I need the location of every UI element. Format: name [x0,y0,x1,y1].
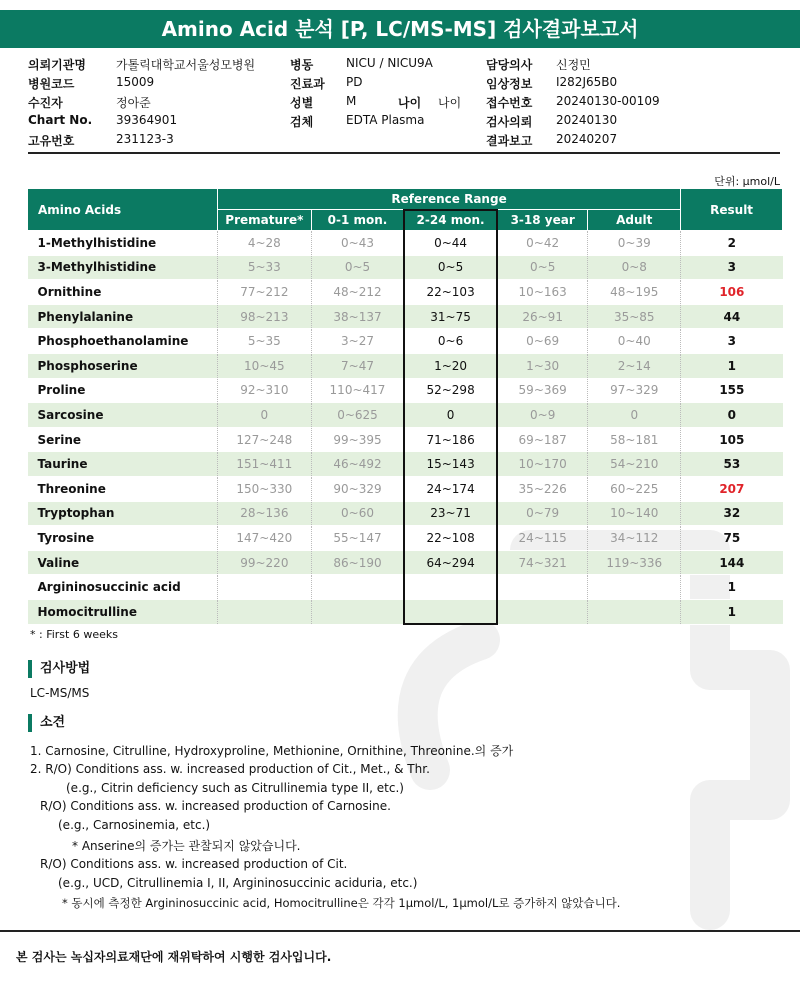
table-row [28,526,783,551]
reference-range-cell: 0~5 [311,255,404,280]
reference-range-cell: 0~42 [497,231,588,256]
reference-range-cell: 0~5 [404,255,497,280]
age-label: 나이 [398,96,422,110]
amino-acid-name: Phenylalanine [28,304,218,329]
table-row [28,255,783,280]
col-header-reference-range: Reference Range [217,189,680,210]
reference-range-cell: 15~143 [404,452,497,477]
table-row [28,231,783,256]
reference-range-cell: 97~329 [588,378,681,403]
reference-range-cell: 0~625 [311,403,404,428]
info-label: 진료과 [290,77,325,91]
reference-range-cell: 0~9 [497,403,588,428]
amino-acid-name: Argininosuccinic acid [28,575,218,600]
info-value: 20240130-00109 [556,94,660,108]
reference-range-cell: 77~212 [217,280,311,305]
header-divider [28,152,780,154]
reference-range-cell: 1~30 [497,353,588,378]
amino-acid-name: Valine [28,550,218,575]
reference-range-cell: 4~28 [217,231,311,256]
reference-range-cell: 10~163 [497,280,588,305]
reference-range-cell: 127~248 [217,427,311,452]
footer-text: 본 검사는 녹십자의료재단에 재위탁하여 시행한 검사입니다. [16,950,332,964]
reference-range-cell: 46~492 [311,452,404,477]
finding-line: R/O) Conditions ass. w. increased production of Carnosine. [40,799,391,813]
reference-range-cell [588,575,681,600]
col-header-result: Result [681,189,783,231]
table-row [28,378,783,403]
reference-range-cell: 0~60 [311,501,404,526]
reference-range-cell: 151~411 [217,452,311,477]
info-value: 231123-3 [116,132,174,146]
reference-range-cell: 0~79 [497,501,588,526]
reference-range-cell: 28~136 [217,501,311,526]
info-row-5 [28,132,788,151]
info-label: 고유번호 [28,134,75,148]
amino-acid-name: Phosphoethanolamine [28,329,218,354]
reference-range-cell [311,575,404,600]
reference-range-cell: 0 [404,403,497,428]
col-header-adult: Adult [588,210,681,231]
reference-range-cell: 64~294 [404,550,497,575]
table-row [28,329,783,354]
table-row [28,599,783,624]
col-header-3-18-year: 3-18 year [497,210,588,231]
reference-range-cell: 2~14 [588,353,681,378]
reference-range-cell: 10~45 [217,353,311,378]
col-header-amino-acids: Amino Acids [28,189,218,231]
info-row-4 [28,113,788,132]
reference-range-cell: 147~420 [217,526,311,551]
unit-label: 단위: μmol/L [714,175,780,188]
reference-range-cell: 34~112 [588,526,681,551]
result-value: 0 [681,403,783,428]
result-value: 155 [681,378,783,403]
table-row [28,427,783,452]
info-label: 결과보고 [486,134,533,148]
reference-range-cell: 35~226 [497,476,588,501]
result-value: 3 [681,255,783,280]
info-label: 성별 [290,96,314,110]
reference-range-cell [497,575,588,600]
amino-acid-table [27,188,783,625]
reference-range-cell: 24~115 [497,526,588,551]
reference-range-cell [588,599,681,624]
col-header-2-24-mon: 2-24 mon. [404,210,497,231]
info-value: 가톨릭대학교서울성모병원 [116,58,256,72]
amino-acid-name: Threonine [28,476,218,501]
info-row-2 [28,75,788,94]
reference-range-cell: 0~5 [497,255,588,280]
amino-acid-name: Taurine [28,452,218,477]
reference-range-cell [497,599,588,624]
reference-range-cell: 5~35 [217,329,311,354]
amino-acid-name: Proline [28,378,218,403]
result-value: 3 [681,329,783,354]
reference-range-cell: 86~190 [311,550,404,575]
reference-range-cell: 54~210 [588,452,681,477]
info-label: 병동 [290,58,314,72]
reference-range-cell: 69~187 [497,427,588,452]
reference-range-cell: 22~103 [404,280,497,305]
reference-range-cell: 24~174 [404,476,497,501]
reference-range-cell: 58~181 [588,427,681,452]
finding-line: (e.g., Citrin deficiency such as Citrullinemia type II, etc.) [66,781,404,795]
footnote: * : First 6 weeks [30,628,118,641]
finding-line: 1. Carnosine, Citrulline, Hydroxyproline, Methionine, Ornithine, Threonine.의 증가 [30,744,514,758]
method-text: LC-MS/MS [30,686,90,700]
result-value: 144 [681,550,783,575]
reference-range-cell: 0~8 [588,255,681,280]
result-value: 44 [681,304,783,329]
reference-range-cell: 71~186 [404,427,497,452]
reference-range-cell: 10~140 [588,501,681,526]
info-value: NICU / NICU9A [346,56,433,70]
info-label: 의뢰기관명 [28,58,86,72]
report-title: Amino Acid 분석 [P, LC/MS-MS] 검사결과보고서 [0,10,800,48]
info-value: 신정민 [556,58,591,72]
reference-range-cell: 0~6 [404,329,497,354]
reference-range-cell [217,599,311,624]
amino-acid-name: Ornithine [28,280,218,305]
result-value: 106 [681,280,783,305]
amino-acid-name: Tryptophan [28,501,218,526]
reference-range-cell: 0~69 [497,329,588,354]
reference-range-cell: 59~369 [497,378,588,403]
result-value: 1 [681,575,783,600]
method-heading: 검사방법 [28,660,90,678]
table-row [28,403,783,428]
amino-acid-name: Sarcosine [28,403,218,428]
info-label: 접수번호 [486,96,533,110]
finding-line: (e.g., UCD, Citrullinemia I, II, Argininosuccinic aciduria, etc.) [58,876,418,890]
reference-range-cell: 5~33 [217,255,311,280]
reference-range-cell: 92~310 [217,378,311,403]
table-row [28,501,783,526]
table-row [28,550,783,575]
info-label: 담당의사 [486,58,533,72]
result-value: 1 [681,353,783,378]
reference-range-cell: 55~147 [311,526,404,551]
reference-range-cell: 22~108 [404,526,497,551]
reference-range-cell [404,599,497,624]
result-value: 207 [681,476,783,501]
reference-range-cell: 48~212 [311,280,404,305]
table-row [28,304,783,329]
amino-acid-name: 3-Methylhistidine [28,255,218,280]
footer-divider [0,930,800,932]
reference-range-cell: 0~44 [404,231,497,256]
info-value: PD [346,75,363,89]
info-value: 20240207 [556,132,618,146]
reference-range-cell: 150~330 [217,476,311,501]
info-label: 임상정보 [486,77,533,91]
reference-range-cell [404,575,497,600]
reference-range-cell: 38~137 [311,304,404,329]
col-header-premature: Premature* [217,210,311,231]
result-value: 105 [681,427,783,452]
finding-line: * 동시에 측정한 Argininosuccinic acid, Homocitrulline은 각각 1μmol/L, 1μmol/L로 증가하지 않았습니다. [62,896,621,910]
result-value: 53 [681,452,783,477]
reference-range-cell: 90~329 [311,476,404,501]
info-label: 검사의뢰 [486,115,533,129]
table-row [28,452,783,477]
info-row-1 [28,56,788,75]
reference-range-cell: 0 [588,403,681,428]
reference-range-cell: 0~39 [588,231,681,256]
reference-range-cell [217,575,311,600]
amino-acid-name: Tyrosine [28,526,218,551]
reference-range-cell: 7~47 [311,353,404,378]
reference-range-cell: 60~225 [588,476,681,501]
col-header-0-1-mon: 0-1 mon. [311,210,404,231]
reference-range-cell: 119~336 [588,550,681,575]
reference-range-cell: 0 [217,403,311,428]
result-value: 32 [681,501,783,526]
reference-range-cell: 0~40 [588,329,681,354]
reference-range-cell: 31~75 [404,304,497,329]
reference-range-cell: 99~395 [311,427,404,452]
finding-line: (e.g., Carnosinemia, etc.) [58,818,211,832]
info-label: 수진자 [28,96,63,110]
info-value: 15009 [116,75,155,89]
table-row [28,353,783,378]
info-value: 39364901 [116,113,178,127]
info-value: EDTA Plasma [346,113,425,127]
findings-heading: 소견 [28,714,65,732]
result-value: 75 [681,526,783,551]
amino-acid-name: Serine [28,427,218,452]
reference-range-cell: 0~43 [311,231,404,256]
table-row [28,575,783,600]
reference-range-cell: 74~321 [497,550,588,575]
finding-line: 2. R/O) Conditions ass. w. increased production of Cit., Met., & Thr. [30,762,430,776]
finding-line: R/O) Conditions ass. w. increased production of Cit. [40,857,348,871]
reference-range-cell: 1~20 [404,353,497,378]
patient-info [28,56,788,151]
reference-range-cell: 99~220 [217,550,311,575]
reference-range-cell: 10~170 [497,452,588,477]
result-value: 1 [681,599,783,624]
amino-acid-name: Phosphoserine [28,353,218,378]
result-value: 2 [681,231,783,256]
amino-acid-name: 1-Methylhistidine [28,231,218,256]
info-row-3 [28,94,788,113]
table-row [28,476,783,501]
info-value: 정아준 [116,96,151,110]
reference-range-cell: 110~417 [311,378,404,403]
table-body [28,231,783,625]
reference-range-cell: 3~27 [311,329,404,354]
finding-line: * Anserine의 증가는 관찰되지 않았습니다. [72,839,301,853]
reference-range-cell [311,599,404,624]
table-row [28,280,783,305]
reference-range-cell: 48~195 [588,280,681,305]
reference-range-cell: 52~298 [404,378,497,403]
info-label: 검체 [290,115,314,129]
age-value: 나이 [438,96,462,110]
reference-range-cell: 35~85 [588,304,681,329]
reference-range-cell: 23~71 [404,501,497,526]
info-value: 20240130 [556,113,618,127]
info-value: I282J65B0 [556,75,618,89]
info-value: M [346,94,357,108]
reference-range-cell: 26~91 [497,304,588,329]
reference-range-cell: 98~213 [217,304,311,329]
info-label: Chart No. [28,113,93,127]
amino-acid-name: Homocitrulline [28,599,218,624]
info-label: 병원코드 [28,77,75,91]
